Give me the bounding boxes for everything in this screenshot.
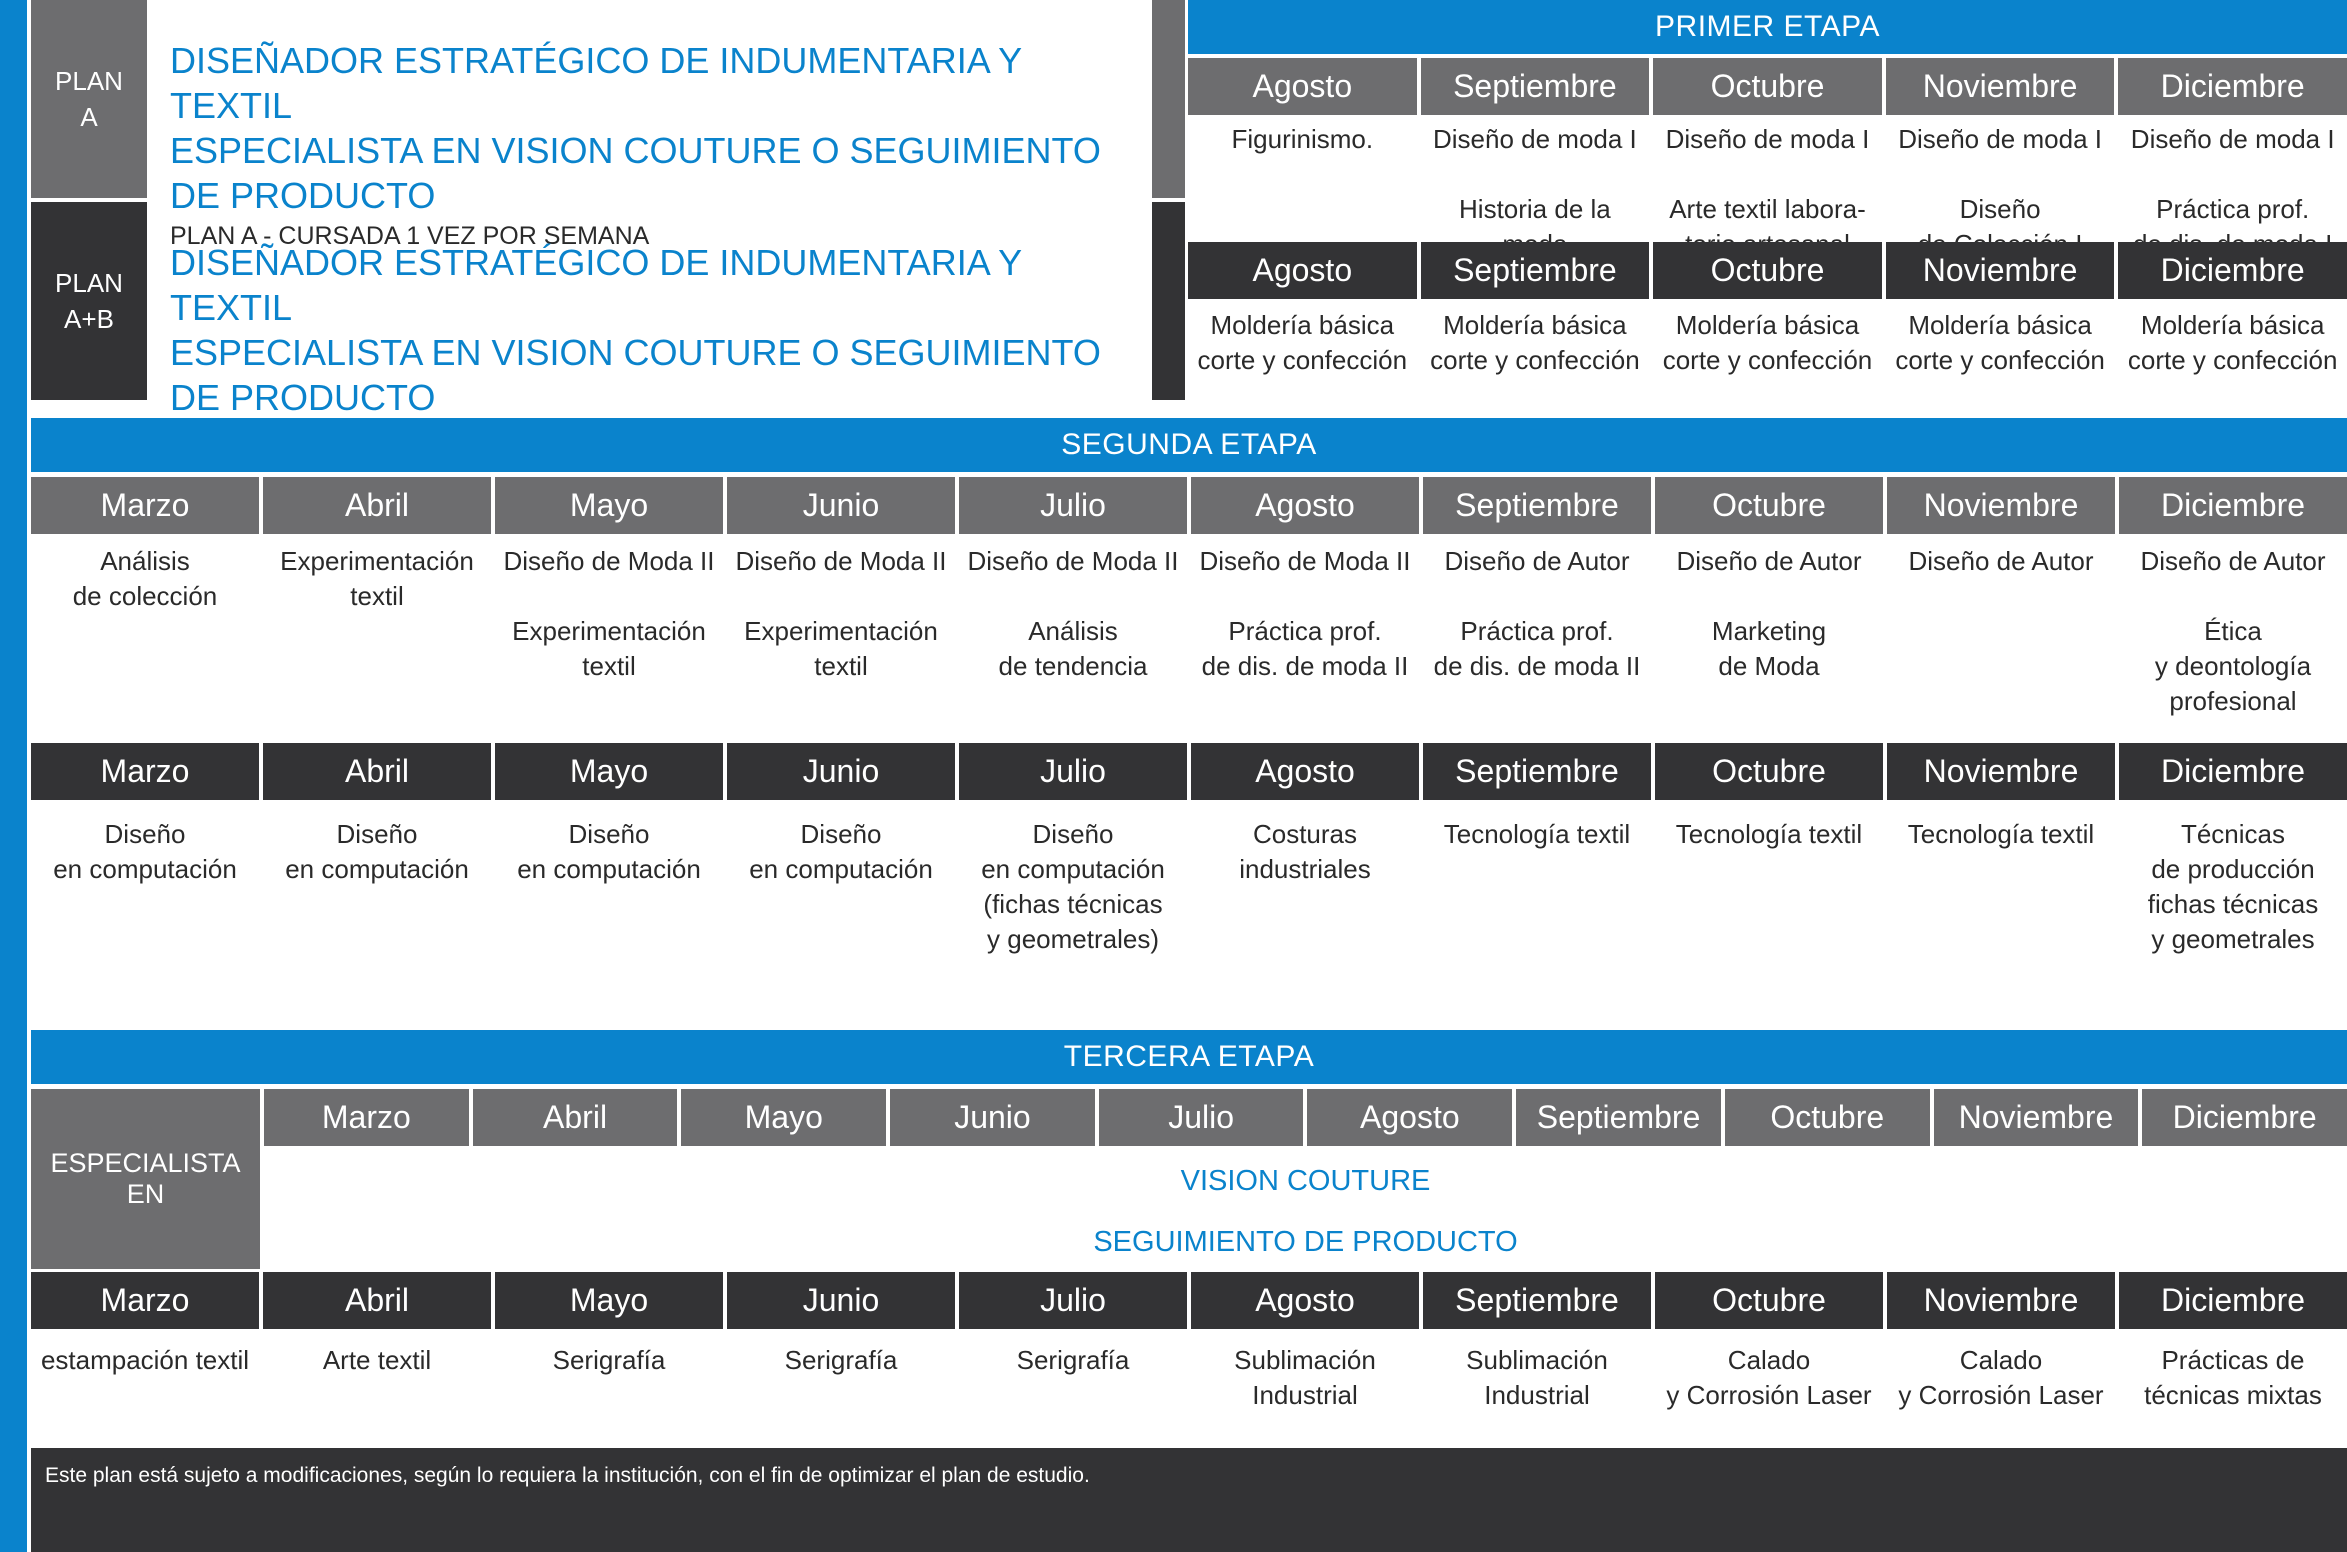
- stage2-title: SEGUNDA ETAPA: [31, 418, 2347, 472]
- course-cell: Tecnología textil: [1443, 819, 1631, 849]
- month-header: Septiembre: [1516, 1089, 1721, 1146]
- course-cell: Moldería básica corte y confección: [1662, 310, 1873, 375]
- month-header: Abril: [473, 1089, 678, 1146]
- course-cell: Figurinismo.: [1231, 124, 1374, 154]
- stage3-months-plan-ab: [31, 1272, 2347, 1329]
- month-header: Julio: [1099, 1089, 1304, 1146]
- month-header: Octubre: [1725, 1089, 1930, 1146]
- plan-ab-tag: PLAN A+B: [31, 202, 147, 400]
- month-header: Septiembre: [1423, 1272, 1651, 1329]
- track-seguimiento-producto: SEGUIMIENTO DE PRODUCTO: [1093, 1225, 1518, 1258]
- stage3-courses-plan-ab: [31, 1343, 2347, 1443]
- plan-ab-divider: [1152, 202, 1185, 400]
- month-header: Septiembre: [1421, 58, 1650, 115]
- month-header: Octubre: [1655, 1272, 1883, 1329]
- month-header: Noviembre: [1887, 1272, 2115, 1329]
- month-header: Junio: [727, 1272, 955, 1329]
- course-cell: estampación textil: [40, 1345, 250, 1375]
- course-cell: Diseño en computación: [749, 819, 933, 884]
- month-header: Junio: [727, 743, 955, 800]
- month-header: Octubre: [1653, 242, 1882, 299]
- month-header: Noviembre: [1887, 743, 2115, 800]
- stage3-months-plan-a: [264, 1089, 2347, 1146]
- month-header: Octubre: [1655, 477, 1883, 534]
- course-cell: Moldería básica corte y confección: [1895, 310, 2105, 375]
- month-header: Marzo: [31, 477, 259, 534]
- course-cell: Técnicas de producción fichas técnicas y geometrales: [2147, 819, 2319, 954]
- month-header: Noviembre: [1887, 477, 2115, 534]
- stage1-months-plan-ab: [1188, 242, 2347, 299]
- month-header: Noviembre: [1886, 242, 2115, 299]
- month-header: Diciembre: [2119, 743, 2347, 800]
- month-header: Mayo: [495, 1272, 723, 1329]
- month-header: Agosto: [1188, 58, 1417, 115]
- month-header: Diciembre: [2142, 1089, 2347, 1146]
- month-header: Noviembre: [1934, 1089, 2139, 1146]
- stage1-months-plan-a: [1188, 58, 2347, 115]
- course-cell: Diseño de moda I Arte textil labora-: [1665, 124, 1870, 224]
- stage1-courses-plan-ab: [1188, 308, 2347, 400]
- course-cell: Diseño en computación: [517, 819, 701, 884]
- course-cell: Diseño de Autor: [1908, 546, 2094, 576]
- course-cell: Calado y Corrosión Laser: [1898, 1345, 2104, 1410]
- month-header: Octubre: [1653, 58, 1882, 115]
- plan-a-tag: PLAN A: [31, 0, 147, 198]
- plan-a-title-2: ESPECIALISTA EN VISION COUTURE O SEGUIMIENTO DE PRODUCTO: [170, 130, 1101, 216]
- course-cell: Sublimación Industrial: [1234, 1345, 1376, 1410]
- course-cell: Moldería básica corte y confección: [1197, 310, 1408, 375]
- course-cell: Diseño de Moda II Análisis de tendencia: [967, 546, 1179, 681]
- course-cell: Tecnología textil: [1907, 819, 2095, 849]
- month-header: Agosto: [1191, 1272, 1419, 1329]
- course-cell: Diseño de Autor Práctica prof. de dis. de moda II: [1433, 546, 1641, 681]
- month-header: Septiembre: [1423, 743, 1651, 800]
- plan-a-subtitle: PLAN A - CURSADA 1 VEZ POR SEMANA: [170, 222, 650, 250]
- month-header: Abril: [263, 1272, 491, 1329]
- month-header: Marzo: [31, 1272, 259, 1329]
- course-cell: Diseño en computación: [53, 819, 237, 884]
- stage2-months-plan-ab: [31, 743, 2347, 800]
- month-header: Marzo: [31, 743, 259, 800]
- stage1-title: PRIMER ETAPA: [1188, 0, 2347, 54]
- stage2-courses-plan-ab: [31, 817, 2347, 977]
- course-cell: Calado y Corrosión Laser: [1666, 1345, 1872, 1410]
- course-cell: Diseño de Autor Marketing de Moda: [1676, 546, 1862, 681]
- month-header: Noviembre: [1886, 58, 2115, 115]
- month-header: Diciembre: [2119, 477, 2347, 534]
- stage2-courses-plan-a: [31, 544, 2347, 734]
- course-cell: Diseño de moda I Diseño: [1898, 124, 2102, 224]
- course-cell: Diseño de moda I Historia de la: [1432, 124, 1637, 224]
- footer-note: Este plan está sujeto a modificaciones, según lo requiera la institución, con el fin de optimizar el plan de estudio.: [45, 1464, 1090, 1487]
- plan-a-title-1: DISEÑADOR ESTRATÉGICO DE INDUMENTARIA Y TEXTIL: [170, 40, 1022, 126]
- plan-a-divider: [1152, 0, 1185, 198]
- month-header: Diciembre: [2118, 58, 2347, 115]
- month-header: Mayo: [495, 743, 723, 800]
- month-header: Septiembre: [1421, 242, 1650, 299]
- month-header: Mayo: [495, 477, 723, 534]
- course-cell: Diseño en computación: [285, 819, 469, 884]
- month-header: Diciembre: [2118, 242, 2347, 299]
- month-header: Abril: [263, 477, 491, 534]
- course-cell: Moldería básica corte y confección: [2127, 310, 2338, 375]
- course-cell: Diseño de Moda II Práctica prof. de dis. de moda II: [1199, 546, 1411, 681]
- month-header: Diciembre: [2119, 1272, 2347, 1329]
- plan-ab-title-1: DISEÑADOR ESTRATÉGICO DE INDUMENTARIA Y TEXTIL: [170, 242, 1022, 328]
- course-cell: Análisis de colección: [72, 546, 218, 611]
- month-header: Agosto: [1307, 1089, 1512, 1146]
- course-cell: Costuras industriales: [1239, 819, 1371, 884]
- month-header: Mayo: [681, 1089, 886, 1146]
- course-cell: Serigrafía: [552, 1345, 666, 1375]
- plan-a-header: [170, 38, 1150, 252]
- month-header: Julio: [959, 1272, 1187, 1329]
- course-cell: Diseño de Moda II Experimentación textil: [503, 546, 715, 681]
- month-header: Abril: [263, 743, 491, 800]
- specialist-label: ESPECIALISTA EN: [31, 1089, 260, 1269]
- course-cell: Tecnología textil: [1675, 819, 1863, 849]
- course-cell: Diseño en computación (fichas técnicas y geometrales): [981, 819, 1165, 954]
- month-header: Octubre: [1655, 743, 1883, 800]
- footer-panel: [31, 1448, 2347, 1552]
- month-header: Marzo: [264, 1089, 469, 1146]
- course-cell: Sublimación Industrial: [1466, 1345, 1608, 1410]
- month-header: Julio: [959, 743, 1187, 800]
- month-header: Agosto: [1191, 477, 1419, 534]
- month-header: Septiembre: [1423, 477, 1651, 534]
- track-vision-couture: VISION COUTURE: [1180, 1164, 1431, 1197]
- course-cell: Experimentación textil: [280, 546, 474, 611]
- course-cell: Moldería básica corte y confección: [1430, 310, 1640, 375]
- course-cell: Arte textil: [322, 1345, 432, 1375]
- month-header: Julio: [959, 477, 1187, 534]
- stage3-title: TERCERA ETAPA: [31, 1030, 2347, 1084]
- course-cell: Serigrafía: [784, 1345, 898, 1375]
- month-header: Junio: [727, 477, 955, 534]
- course-cell: Diseño de Moda II Experimentación textil: [735, 546, 947, 681]
- left-accent-bar: [0, 0, 27, 1552]
- course-cell: Prácticas de técnicas mixtas: [2144, 1345, 2322, 1410]
- plan-ab-title-2: ESPECIALISTA EN VISION COUTURE O SEGUIMIENTO DE PRODUCTO: [170, 332, 1101, 418]
- stage2-months-plan-a: [31, 477, 2347, 534]
- month-header: Junio: [890, 1089, 1095, 1146]
- course-cell: Diseño de Autor Ética y deontología profesional: [2140, 546, 2326, 716]
- month-header: Agosto: [1188, 242, 1417, 299]
- course-cell: Serigrafía: [1016, 1345, 1130, 1375]
- course-cell: Diseño de moda I Práctica prof.: [2130, 124, 2335, 224]
- stage1-courses-plan-a: [1188, 122, 2347, 240]
- month-header: Agosto: [1191, 743, 1419, 800]
